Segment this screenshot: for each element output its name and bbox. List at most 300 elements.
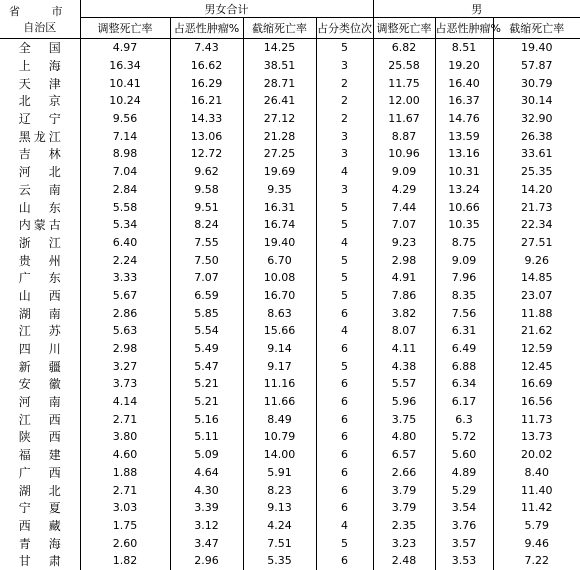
cell-male-cancer-percent: 7.56 xyxy=(435,304,493,322)
cell-total-cancer-percent: 5.47 xyxy=(170,357,243,375)
cell-total-cancer-percent: 9.62 xyxy=(170,163,243,181)
cell-total-adjusted-rate: 2.84 xyxy=(80,181,170,199)
region-cell xyxy=(0,127,80,145)
cell-total-adjusted-rate: 3.03 xyxy=(80,499,170,517)
cell-total-truncated-rate: 19.40 xyxy=(243,234,316,252)
cell-male-truncated-rate: 27.51 xyxy=(493,234,580,252)
region-cell xyxy=(0,357,80,375)
cell-total-cancer-percent: 8.24 xyxy=(170,216,243,234)
cell-total-truncated-rate: 15.66 xyxy=(243,322,316,340)
region-name: 黑 龙 江 xyxy=(18,129,61,144)
cell-male-adjusted-rate: 25.58 xyxy=(373,57,435,75)
col-header-total-rank: 占分类位次 xyxy=(316,18,373,39)
table-row xyxy=(0,145,580,163)
region-name: 山 东 xyxy=(18,200,61,215)
cell-total-cancer-percent: 4.64 xyxy=(170,464,243,482)
table-row xyxy=(0,39,580,57)
cell-male-cancer-percent: 10.35 xyxy=(435,216,493,234)
cell-total-adjusted-rate: 2.86 xyxy=(80,304,170,322)
table-row xyxy=(0,552,580,570)
cell-total-adjusted-rate: 4.14 xyxy=(80,393,170,411)
cell-male-adjusted-rate: 9.23 xyxy=(373,234,435,252)
cell-male-cancer-percent: 3.53 xyxy=(435,552,493,570)
cell-male-cancer-percent: 5.72 xyxy=(435,428,493,446)
cell-total-rank: 6 xyxy=(316,499,373,517)
cell-male-adjusted-rate: 2.35 xyxy=(373,517,435,535)
cell-male-truncated-rate: 11.73 xyxy=(493,410,580,428)
cell-male-cancer-percent: 6.49 xyxy=(435,340,493,358)
cell-male-truncated-rate: 8.40 xyxy=(493,464,580,482)
cell-male-adjusted-rate: 4.29 xyxy=(373,181,435,199)
region-cell xyxy=(0,410,80,428)
region-name: 贵 州 xyxy=(18,253,61,268)
cell-male-truncated-rate: 14.85 xyxy=(493,269,580,287)
cell-total-adjusted-rate: 10.24 xyxy=(80,92,170,110)
cell-total-cancer-percent: 9.51 xyxy=(170,198,243,216)
cell-male-adjusted-rate: 12.00 xyxy=(373,92,435,110)
table-row xyxy=(0,340,580,358)
cell-total-cancer-percent: 13.06 xyxy=(170,127,243,145)
cell-total-cancer-percent: 5.21 xyxy=(170,393,243,411)
cell-male-cancer-percent: 16.37 xyxy=(435,92,493,110)
cell-total-adjusted-rate: 1.75 xyxy=(80,517,170,535)
cell-male-truncated-rate: 12.59 xyxy=(493,340,580,358)
region-name: 河 南 xyxy=(18,395,61,410)
region-name: 陕 西 xyxy=(18,430,61,445)
cell-total-adjusted-rate: 2.71 xyxy=(80,481,170,499)
group-header-total: 男女合计 xyxy=(80,0,373,18)
cell-male-cancer-percent: 6.31 xyxy=(435,322,493,340)
cell-male-truncated-rate: 20.02 xyxy=(493,446,580,464)
region-name: 湖 北 xyxy=(18,483,61,498)
region-name: 湖 南 xyxy=(18,306,61,321)
region-name: 西 藏 xyxy=(18,518,61,533)
table-row xyxy=(0,287,580,305)
region-cell xyxy=(0,322,80,340)
cell-total-cancer-percent: 9.58 xyxy=(170,181,243,199)
cell-total-truncated-rate: 16.31 xyxy=(243,198,316,216)
cell-male-cancer-percent: 3.54 xyxy=(435,499,493,517)
cell-total-truncated-rate: 14.00 xyxy=(243,446,316,464)
cell-male-cancer-percent: 6.88 xyxy=(435,357,493,375)
cell-male-adjusted-rate: 2.48 xyxy=(373,552,435,570)
cell-total-rank: 6 xyxy=(316,552,373,570)
region-name: 江 西 xyxy=(18,412,61,427)
col-header-total-cancer-percent: 占恶性肿瘤% xyxy=(170,18,243,39)
cell-male-adjusted-rate: 2.98 xyxy=(373,251,435,269)
region-name: 青 海 xyxy=(18,536,61,551)
cell-total-adjusted-rate: 1.88 xyxy=(80,464,170,482)
cell-male-adjusted-rate: 5.57 xyxy=(373,375,435,393)
cell-total-truncated-rate: 11.66 xyxy=(243,393,316,411)
cell-male-truncated-rate: 25.35 xyxy=(493,163,580,181)
cell-male-truncated-rate: 23.07 xyxy=(493,287,580,305)
cell-male-truncated-rate: 11.88 xyxy=(493,304,580,322)
cell-male-truncated-rate: 19.40 xyxy=(493,39,580,57)
cell-total-rank: 5 xyxy=(316,198,373,216)
cell-total-truncated-rate: 10.79 xyxy=(243,428,316,446)
cell-total-cancer-percent: 5.85 xyxy=(170,304,243,322)
cell-total-truncated-rate: 21.28 xyxy=(243,127,316,145)
cell-total-truncated-rate: 38.51 xyxy=(243,57,316,75)
cell-male-truncated-rate: 14.20 xyxy=(493,181,580,199)
cell-male-cancer-percent: 13.59 xyxy=(435,127,493,145)
region-header-line2: 自治区 xyxy=(23,21,57,34)
cell-total-truncated-rate: 6.70 xyxy=(243,251,316,269)
table-row xyxy=(0,57,580,75)
cell-total-truncated-rate: 16.74 xyxy=(243,216,316,234)
region-cell xyxy=(0,163,80,181)
cell-total-adjusted-rate: 6.40 xyxy=(80,234,170,252)
cell-male-cancer-percent: 19.20 xyxy=(435,57,493,75)
cell-male-adjusted-rate: 10.96 xyxy=(373,145,435,163)
col-header-male-truncated-rate: 截缩死亡率 xyxy=(493,18,580,39)
cell-male-adjusted-rate: 2.66 xyxy=(373,464,435,482)
cell-total-adjusted-rate: 3.33 xyxy=(80,269,170,287)
cell-male-truncated-rate: 32.90 xyxy=(493,110,580,128)
table-row xyxy=(0,357,580,375)
region-cell xyxy=(0,181,80,199)
table-row xyxy=(0,393,580,411)
cell-male-cancer-percent: 13.16 xyxy=(435,145,493,163)
cell-total-rank: 5 xyxy=(316,216,373,234)
cell-male-cancer-percent: 8.35 xyxy=(435,287,493,305)
cell-total-adjusted-rate: 5.58 xyxy=(80,198,170,216)
cell-male-truncated-rate: 9.26 xyxy=(493,251,580,269)
col-header-male-cancer-percent: 占恶性肿瘤% xyxy=(435,18,493,39)
cell-total-rank: 6 xyxy=(316,340,373,358)
region-cell xyxy=(0,198,80,216)
cell-total-cancer-percent: 5.16 xyxy=(170,410,243,428)
region-name: 新 疆 xyxy=(18,359,61,374)
cell-total-rank: 6 xyxy=(316,481,373,499)
cell-male-truncated-rate: 11.40 xyxy=(493,481,580,499)
cell-total-rank: 2 xyxy=(316,74,373,92)
region-cell xyxy=(0,534,80,552)
cell-total-cancer-percent: 3.39 xyxy=(170,499,243,517)
cell-male-adjusted-rate: 11.67 xyxy=(373,110,435,128)
cell-total-adjusted-rate: 5.63 xyxy=(80,322,170,340)
cell-total-truncated-rate: 5.91 xyxy=(243,464,316,482)
region-cell xyxy=(0,74,80,92)
cell-total-rank: 5 xyxy=(316,39,373,57)
cell-total-cancer-percent: 5.54 xyxy=(170,322,243,340)
region-cell xyxy=(0,340,80,358)
cell-total-cancer-percent: 6.59 xyxy=(170,287,243,305)
region-name: 四 川 xyxy=(18,342,61,357)
region-name: 辽 宁 xyxy=(18,112,61,127)
cell-total-adjusted-rate: 2.71 xyxy=(80,410,170,428)
cell-male-truncated-rate: 33.61 xyxy=(493,145,580,163)
table-row xyxy=(0,446,580,464)
table-row xyxy=(0,163,580,181)
cell-total-truncated-rate: 14.25 xyxy=(243,39,316,57)
col-header-male-adjusted-rate: 调整死亡率 xyxy=(373,18,435,39)
cell-male-cancer-percent: 6.3 xyxy=(435,410,493,428)
table-row xyxy=(0,216,580,234)
cell-total-rank: 6 xyxy=(316,304,373,322)
region-name: 广 西 xyxy=(18,465,61,480)
cell-total-rank: 4 xyxy=(316,163,373,181)
cell-total-cancer-percent: 12.72 xyxy=(170,145,243,163)
region-header-line1: 省 市 xyxy=(9,5,77,18)
region-cell xyxy=(0,110,80,128)
table-row xyxy=(0,499,580,517)
table-row xyxy=(0,251,580,269)
table-body xyxy=(0,39,580,570)
region-name: 云 南 xyxy=(18,182,61,197)
cell-total-adjusted-rate: 3.80 xyxy=(80,428,170,446)
cell-total-truncated-rate: 9.35 xyxy=(243,181,316,199)
cell-total-adjusted-rate: 5.67 xyxy=(80,287,170,305)
cell-total-cancer-percent: 7.43 xyxy=(170,39,243,57)
table-row xyxy=(0,198,580,216)
cell-male-adjusted-rate: 4.80 xyxy=(373,428,435,446)
cell-male-cancer-percent: 9.09 xyxy=(435,251,493,269)
cell-total-rank: 2 xyxy=(316,92,373,110)
cell-male-adjusted-rate: 9.09 xyxy=(373,163,435,181)
table-row xyxy=(0,322,580,340)
cell-male-adjusted-rate: 3.79 xyxy=(373,481,435,499)
cell-male-truncated-rate: 16.69 xyxy=(493,375,580,393)
cell-total-cancer-percent: 3.47 xyxy=(170,534,243,552)
table-row xyxy=(0,304,580,322)
region-cell xyxy=(0,304,80,322)
cell-total-rank: 6 xyxy=(316,410,373,428)
cell-male-cancer-percent: 8.75 xyxy=(435,234,493,252)
cell-total-truncated-rate: 11.16 xyxy=(243,375,316,393)
cell-total-rank: 5 xyxy=(316,357,373,375)
table-row xyxy=(0,481,580,499)
table-row xyxy=(0,517,580,535)
cell-male-adjusted-rate: 3.23 xyxy=(373,534,435,552)
table-row xyxy=(0,410,580,428)
cell-male-truncated-rate: 57.87 xyxy=(493,57,580,75)
cell-total-cancer-percent: 7.07 xyxy=(170,269,243,287)
region-cell xyxy=(0,287,80,305)
cell-male-adjusted-rate: 3.75 xyxy=(373,410,435,428)
region-name: 福 建 xyxy=(18,448,61,463)
cell-total-truncated-rate: 9.14 xyxy=(243,340,316,358)
cell-male-adjusted-rate: 6.57 xyxy=(373,446,435,464)
cell-total-cancer-percent: 7.50 xyxy=(170,251,243,269)
cell-total-cancer-percent: 16.62 xyxy=(170,57,243,75)
cell-male-cancer-percent: 10.31 xyxy=(435,163,493,181)
region-cell xyxy=(0,481,80,499)
cell-total-adjusted-rate: 9.56 xyxy=(80,110,170,128)
region-name: 江 苏 xyxy=(18,324,61,339)
cell-male-adjusted-rate: 7.86 xyxy=(373,287,435,305)
cell-total-rank: 2 xyxy=(316,110,373,128)
cell-total-rank: 3 xyxy=(316,181,373,199)
cell-total-adjusted-rate: 16.34 xyxy=(80,57,170,75)
cell-total-adjusted-rate: 2.24 xyxy=(80,251,170,269)
cell-male-cancer-percent: 8.51 xyxy=(435,39,493,57)
table-row xyxy=(0,375,580,393)
cell-total-rank: 4 xyxy=(316,517,373,535)
table-row xyxy=(0,234,580,252)
cell-total-rank: 3 xyxy=(316,127,373,145)
cell-total-adjusted-rate: 2.98 xyxy=(80,340,170,358)
cell-total-cancer-percent: 4.30 xyxy=(170,481,243,499)
table-row xyxy=(0,534,580,552)
cell-total-rank: 5 xyxy=(316,251,373,269)
col-header-total-truncated-rate: 截缩死亡率 xyxy=(243,18,316,39)
cell-male-truncated-rate: 30.79 xyxy=(493,74,580,92)
cell-total-cancer-percent: 2.96 xyxy=(170,552,243,570)
table-row xyxy=(0,428,580,446)
cell-male-adjusted-rate: 6.82 xyxy=(373,39,435,57)
cell-total-cancer-percent: 3.12 xyxy=(170,517,243,535)
cell-male-adjusted-rate: 4.38 xyxy=(373,357,435,375)
cell-total-truncated-rate: 4.24 xyxy=(243,517,316,535)
cell-total-adjusted-rate: 2.60 xyxy=(80,534,170,552)
cell-male-truncated-rate: 26.38 xyxy=(493,127,580,145)
cell-total-truncated-rate: 26.41 xyxy=(243,92,316,110)
cell-total-adjusted-rate: 3.27 xyxy=(80,357,170,375)
cell-total-rank: 5 xyxy=(316,287,373,305)
region-cell xyxy=(0,446,80,464)
cell-male-cancer-percent: 6.17 xyxy=(435,393,493,411)
cell-total-rank: 6 xyxy=(316,446,373,464)
cell-male-cancer-percent: 10.66 xyxy=(435,198,493,216)
region-cell xyxy=(0,552,80,570)
cell-male-truncated-rate: 11.42 xyxy=(493,499,580,517)
cell-total-truncated-rate: 9.17 xyxy=(243,357,316,375)
cell-male-adjusted-rate: 5.96 xyxy=(373,393,435,411)
region-cell xyxy=(0,57,80,75)
cell-male-cancer-percent: 5.60 xyxy=(435,446,493,464)
table-row xyxy=(0,181,580,199)
region-name: 安 徽 xyxy=(18,377,61,392)
cell-male-adjusted-rate: 4.91 xyxy=(373,269,435,287)
cell-male-cancer-percent: 16.40 xyxy=(435,74,493,92)
cell-total-rank: 6 xyxy=(316,375,373,393)
cell-male-cancer-percent: 5.29 xyxy=(435,481,493,499)
cell-total-truncated-rate: 28.71 xyxy=(243,74,316,92)
region-cell xyxy=(0,428,80,446)
cell-male-cancer-percent: 13.24 xyxy=(435,181,493,199)
cell-total-cancer-percent: 7.55 xyxy=(170,234,243,252)
cell-male-truncated-rate: 21.73 xyxy=(493,198,580,216)
region-cell xyxy=(0,517,80,535)
cell-total-adjusted-rate: 3.73 xyxy=(80,375,170,393)
cell-total-cancer-percent: 5.09 xyxy=(170,446,243,464)
cell-male-adjusted-rate: 11.75 xyxy=(373,74,435,92)
cell-male-cancer-percent: 4.89 xyxy=(435,464,493,482)
region-name: 全 国 xyxy=(18,41,61,56)
cell-total-cancer-percent: 5.11 xyxy=(170,428,243,446)
region-name: 天 津 xyxy=(18,76,61,91)
cell-male-cancer-percent: 7.96 xyxy=(435,269,493,287)
cell-total-rank: 3 xyxy=(316,57,373,75)
table-row xyxy=(0,92,580,110)
region-name: 甘 肃 xyxy=(18,554,61,569)
cell-total-rank: 4 xyxy=(316,234,373,252)
cell-male-adjusted-rate: 7.07 xyxy=(373,216,435,234)
cell-total-cancer-percent: 16.21 xyxy=(170,92,243,110)
cell-total-truncated-rate: 27.25 xyxy=(243,145,316,163)
cell-total-adjusted-rate: 5.34 xyxy=(80,216,170,234)
cell-total-truncated-rate: 10.08 xyxy=(243,269,316,287)
cell-total-rank: 6 xyxy=(316,393,373,411)
cell-total-truncated-rate: 16.70 xyxy=(243,287,316,305)
table-row xyxy=(0,269,580,287)
cell-male-cancer-percent: 3.57 xyxy=(435,534,493,552)
cell-male-cancer-percent: 14.76 xyxy=(435,110,493,128)
region-name: 广 东 xyxy=(18,271,61,286)
cell-total-rank: 6 xyxy=(316,428,373,446)
group-header-male: 男 xyxy=(373,0,580,18)
region-header xyxy=(0,0,80,39)
cell-male-cancer-percent: 3.76 xyxy=(435,517,493,535)
cell-male-truncated-rate: 9.46 xyxy=(493,534,580,552)
region-cell xyxy=(0,92,80,110)
region-cell xyxy=(0,216,80,234)
cell-total-truncated-rate: 7.51 xyxy=(243,534,316,552)
region-name: 宁 夏 xyxy=(18,501,61,516)
cell-total-rank: 6 xyxy=(316,464,373,482)
cell-male-cancer-percent: 6.34 xyxy=(435,375,493,393)
cell-total-truncated-rate: 19.69 xyxy=(243,163,316,181)
table-row xyxy=(0,110,580,128)
cell-total-rank: 5 xyxy=(316,534,373,552)
cell-male-adjusted-rate: 8.07 xyxy=(373,322,435,340)
cell-male-truncated-rate: 30.14 xyxy=(493,92,580,110)
table-row xyxy=(0,74,580,92)
cell-male-truncated-rate: 13.73 xyxy=(493,428,580,446)
cell-total-adjusted-rate: 4.60 xyxy=(80,446,170,464)
region-name: 河 北 xyxy=(18,165,61,180)
region-cell xyxy=(0,269,80,287)
cell-male-truncated-rate: 7.22 xyxy=(493,552,580,570)
cell-total-truncated-rate: 27.12 xyxy=(243,110,316,128)
cell-total-rank: 3 xyxy=(316,145,373,163)
table-row xyxy=(0,464,580,482)
cell-total-adjusted-rate: 7.14 xyxy=(80,127,170,145)
cell-total-rank: 5 xyxy=(316,269,373,287)
cell-total-cancer-percent: 5.49 xyxy=(170,340,243,358)
cell-total-cancer-percent: 14.33 xyxy=(170,110,243,128)
region-cell xyxy=(0,393,80,411)
cell-male-truncated-rate: 22.34 xyxy=(493,216,580,234)
region-name: 上 海 xyxy=(18,59,61,74)
cell-total-cancer-percent: 5.21 xyxy=(170,375,243,393)
cell-total-truncated-rate: 8.49 xyxy=(243,410,316,428)
region-cell xyxy=(0,251,80,269)
region-cell xyxy=(0,39,80,57)
cell-total-truncated-rate: 5.35 xyxy=(243,552,316,570)
table-row xyxy=(0,127,580,145)
cell-male-adjusted-rate: 3.82 xyxy=(373,304,435,322)
cell-total-cancer-percent: 16.29 xyxy=(170,74,243,92)
cell-total-truncated-rate: 8.63 xyxy=(243,304,316,322)
cell-male-adjusted-rate: 8.87 xyxy=(373,127,435,145)
cell-male-truncated-rate: 5.79 xyxy=(493,517,580,535)
region-cell xyxy=(0,499,80,517)
cell-total-adjusted-rate: 4.97 xyxy=(80,39,170,57)
region-name: 北 京 xyxy=(18,94,61,109)
region-cell xyxy=(0,375,80,393)
region-cell xyxy=(0,464,80,482)
cell-male-truncated-rate: 21.62 xyxy=(493,322,580,340)
cell-total-truncated-rate: 9.13 xyxy=(243,499,316,517)
cell-total-adjusted-rate: 8.98 xyxy=(80,145,170,163)
cell-male-truncated-rate: 12.45 xyxy=(493,357,580,375)
cell-total-adjusted-rate: 7.04 xyxy=(80,163,170,181)
region-cell xyxy=(0,145,80,163)
cell-total-truncated-rate: 8.23 xyxy=(243,481,316,499)
